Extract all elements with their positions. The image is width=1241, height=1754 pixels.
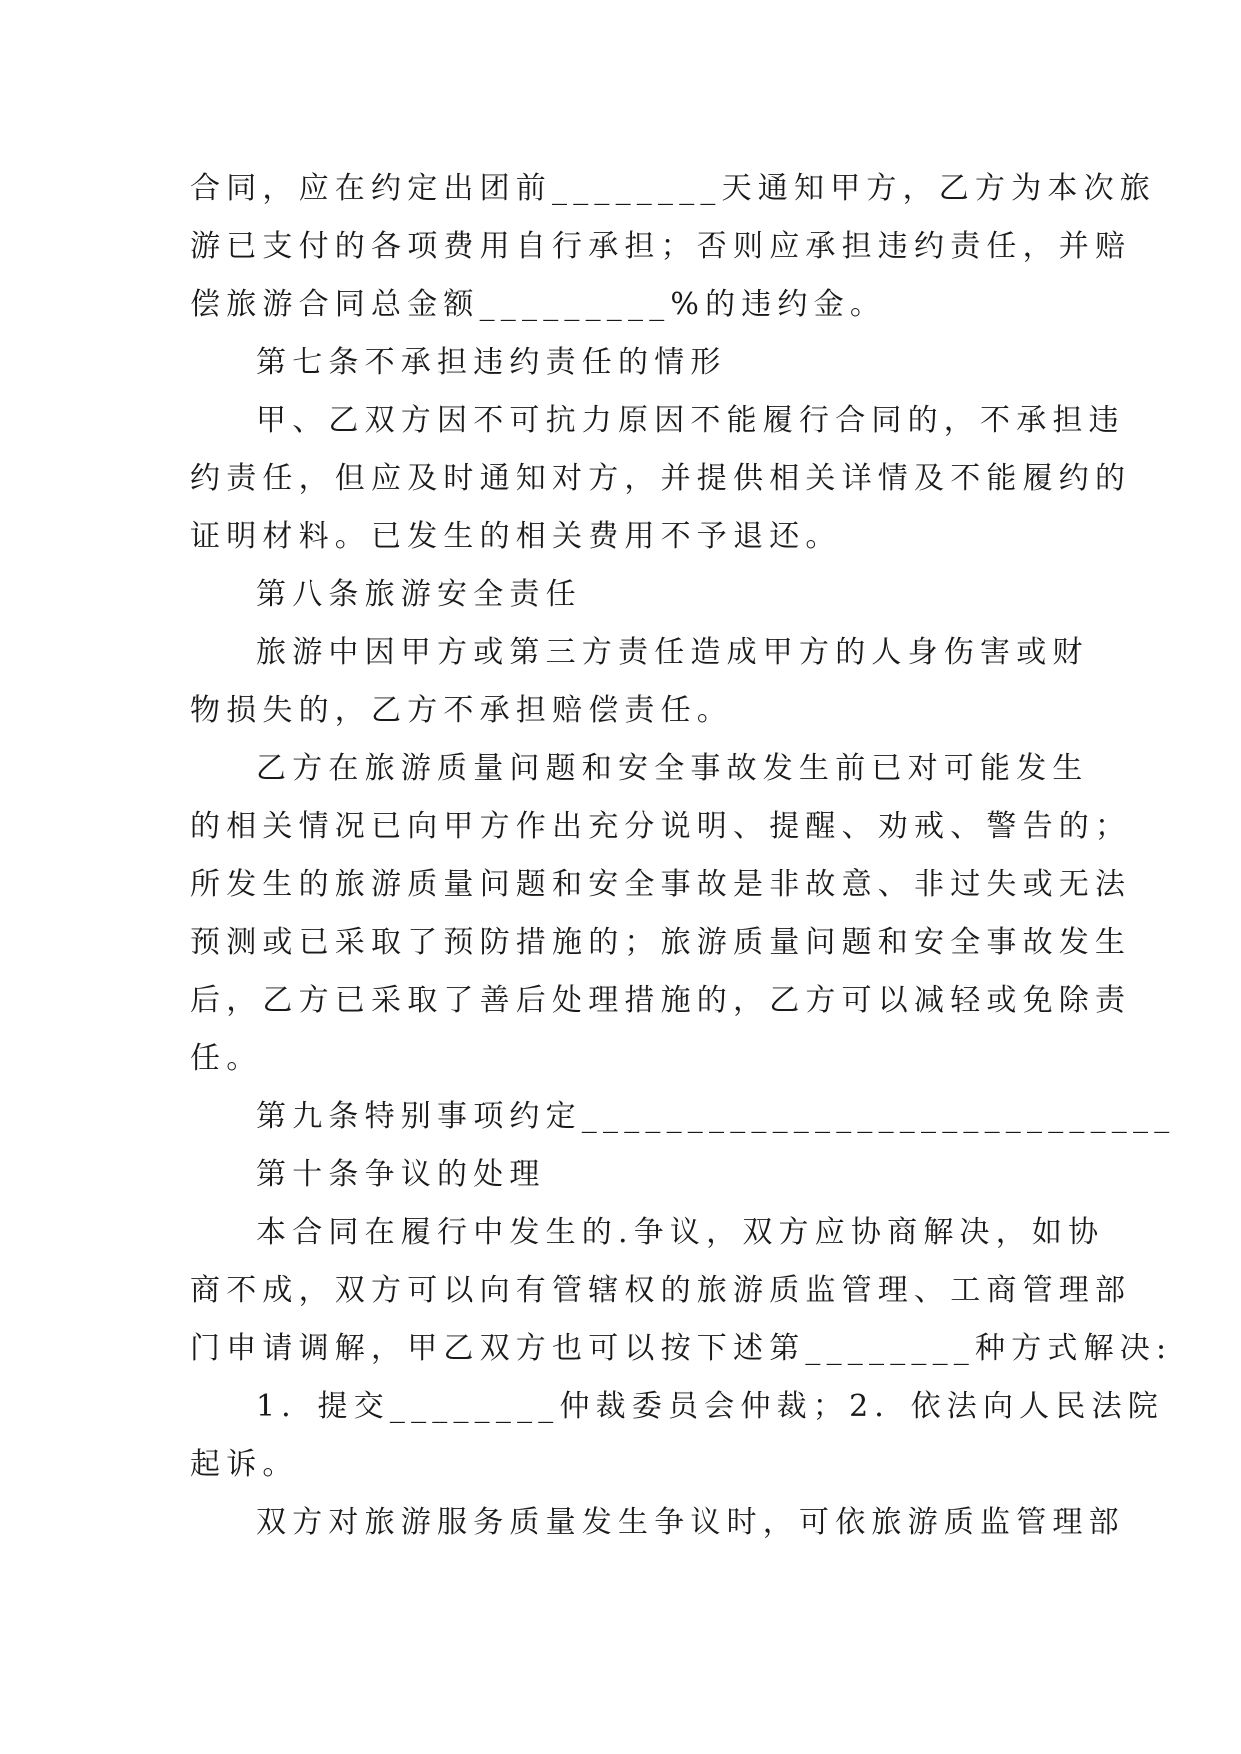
text-line-20: 商不成，双方可以向有管辖权的旅游质监管理、工商管理部: [190, 1273, 1132, 1308]
text-line-21: 门申请调解，甲乙双方也可以按下述第________种方式解决:: [190, 1331, 1173, 1366]
text-line-16: 任。: [190, 1041, 263, 1076]
text-line-12: 的相关情况已向甲方作出充分说明、提醒、劝戒、警告的；: [190, 809, 1132, 844]
text-line-23: 起诉。: [190, 1447, 299, 1482]
text-line-9: 旅游中因甲方或第三方责任造成甲方的人身伤害或财: [256, 635, 1089, 670]
article-7-heading: 第七条不承担违约责任的情形: [256, 345, 727, 380]
text-line-14: 预测或已采取了预防措施的；旅游质量问题和安全事故发生: [190, 925, 1132, 960]
text-line-22: 1．提交________仲裁委员会仲裁；2．依法向人民法院: [256, 1389, 1164, 1424]
text-line-10: 物损失的，乙方不承担赔偿责任。: [190, 693, 733, 728]
text-line-3: 偿旅游合同总金额_________%的违约金。: [190, 287, 887, 322]
text-line-7: 证明材料。已发生的相关费用不予退还。: [190, 519, 842, 554]
text-line-1: 合同，应在约定出团前________天通知甲方，乙方为本次旅: [190, 171, 1156, 206]
text-line-2: 游已支付的各项费用自行承担；否则应承担违约责任，并赔: [190, 229, 1132, 264]
article-10-heading: 第十条争议的处理: [256, 1157, 546, 1192]
text-line-13: 所发生的旅游质量问题和安全事故是非故意、非过失或无法: [190, 867, 1132, 902]
text-line-11: 乙方在旅游质量问题和安全事故发生前已对可能发生: [256, 751, 1089, 786]
text-line-19: 本合同在履行中发生的.争议，双方应协商解决，如协: [256, 1215, 1105, 1250]
article-8-heading: 第八条旅游安全责任: [256, 577, 582, 612]
text-line-6: 约责任，但应及时通知对方，并提供相关详情及不能履约的: [190, 461, 1132, 496]
text-line-24: 双方对旅游服务质量发生争议时，可依旅游质监管理部: [256, 1505, 1125, 1540]
text-line-5: 甲、乙双方因不可抗力原因不能履行合同的，不承担违: [256, 403, 1125, 438]
contract-text-body: [190, 160, 1176, 1552]
text-line-15: 后，乙方已采取了善后处理措施的，乙方可以减轻或免除责: [190, 983, 1132, 1018]
article-9-heading: 第九条特别事项约定____________________________: [256, 1099, 1176, 1134]
